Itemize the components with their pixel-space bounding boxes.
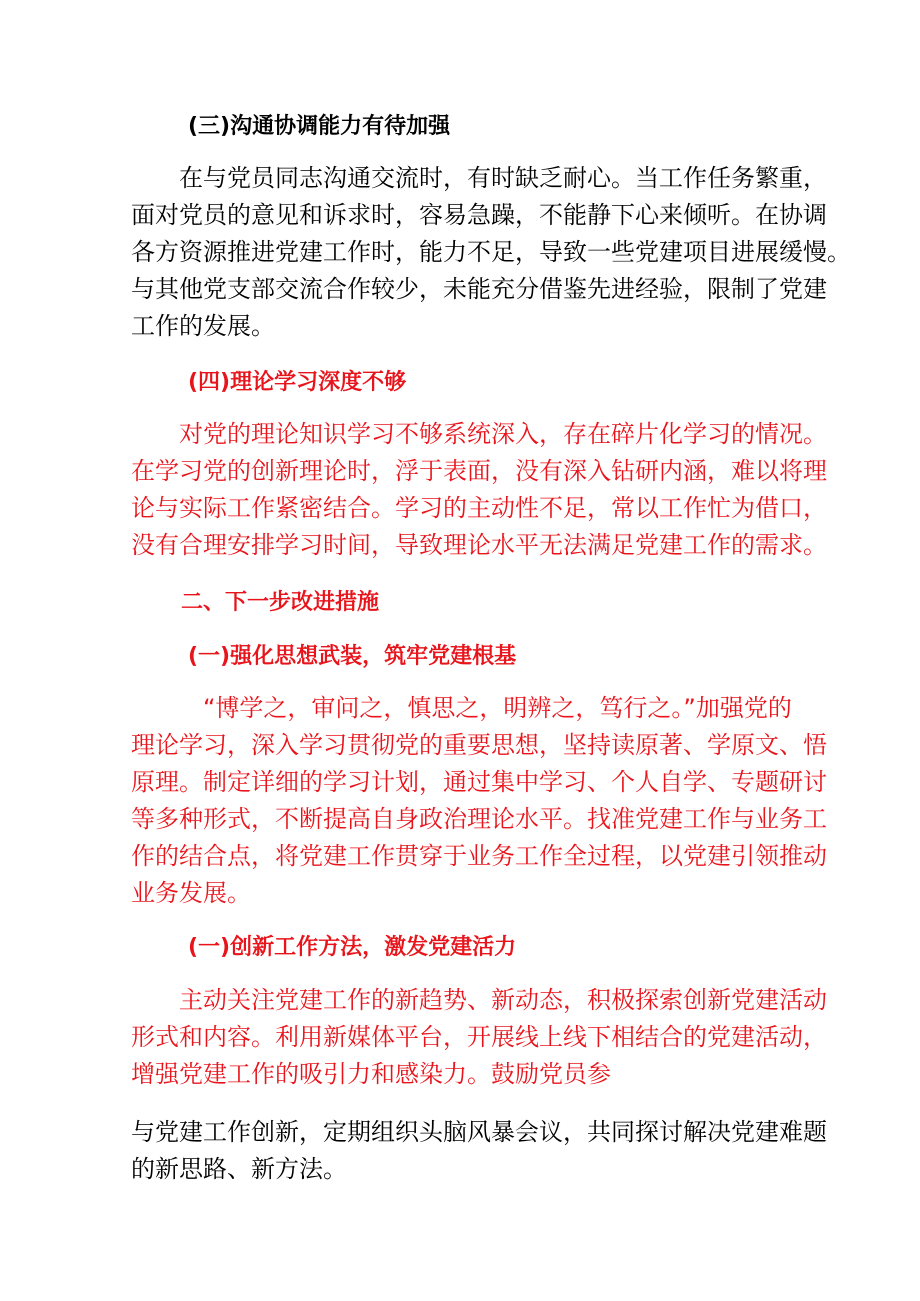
continuation-paragraph [131,1114,827,1188]
paragraph-line: 与党建工作创新，定期组织头脑风暴会议，共同探讨解决党建难题 [131,1118,827,1146]
paragraph-line: 论与实际工作紧密结合。学习的主动性不足，常以工作忙为借口， [131,494,827,522]
paragraph-line: 对党的理论知识学习不够系统深入，存在碎片化学习的情况。 [179,420,827,448]
part2-heading: 二、下一步改进措施 [181,590,380,615]
paragraph-line: 工作的发展。 [131,312,275,340]
paragraph-line: 主动关注党建工作的新趋势、新动态，积极探索创新党建活动 [179,986,827,1014]
measure1-heading: (一)强化思想武装，筑牢党建根基 [188,644,517,669]
paragraph-line: 业务发展。 [131,879,251,907]
section3-paragraph [131,160,851,345]
section3-heading: (三)沟通协调能力有待加强 [188,114,451,139]
paragraph-line: 增强党建工作的吸引力和感染力。鼓励党员参 [131,1060,611,1088]
paragraph-line: 在学习党的创新理论时，浮于表面，没有深入钻研内涵，难以将理 [131,457,827,485]
section4-paragraph [131,416,827,564]
paragraph-line: 面对党员的意见和诉求时，容易急躁，不能静下心来倾听。在协调 [131,201,827,229]
paragraph-line: 作的结合点，将党建工作贯穿于业务工作全过程，以党建引领推动 [131,842,827,870]
measure2-paragraph [131,982,827,1093]
measure1-paragraph [131,690,827,912]
paragraph-line: “博学之，审问之，慎思之，明辨之，笃行之。”加强党的 [203,694,792,722]
paragraph-line: 没有合理安排学习时间，导致理论水平无法满足党建工作的需求。 [131,531,827,559]
paragraph-line: 原理。制定详细的学习计划，通过集中学习、个人自学、专题研讨 [131,768,827,796]
paragraph-line: 各方资源推进党建工作时，能力不足，导致一些党建项目进展缓慢。 [131,238,851,266]
section4-heading: (四)理论学习深度不够 [188,370,407,395]
paragraph-line: 在与党员同志沟通交流时，有时缺乏耐心。当工作任务繁重， [179,164,827,192]
paragraph-line: 等多种形式，不断提高自身政治理论水平。找准党建工作与业务工 [131,805,827,833]
paragraph-line: 与其他党支部交流合作较少，未能充分借鉴先进经验，限制了党建 [131,275,827,303]
paragraph-line: 的新思路、新方法。 [131,1155,347,1183]
paragraph-line: 形式和内容。利用新媒体平台，开展线上线下相结合的党建活动， [131,1023,827,1051]
measure2-heading: (一)创新工作方法，激发党建活力 [188,935,517,960]
paragraph-line: 理论学习，深入学习贯彻党的重要思想，坚持读原著、学原文、悟 [131,731,827,759]
